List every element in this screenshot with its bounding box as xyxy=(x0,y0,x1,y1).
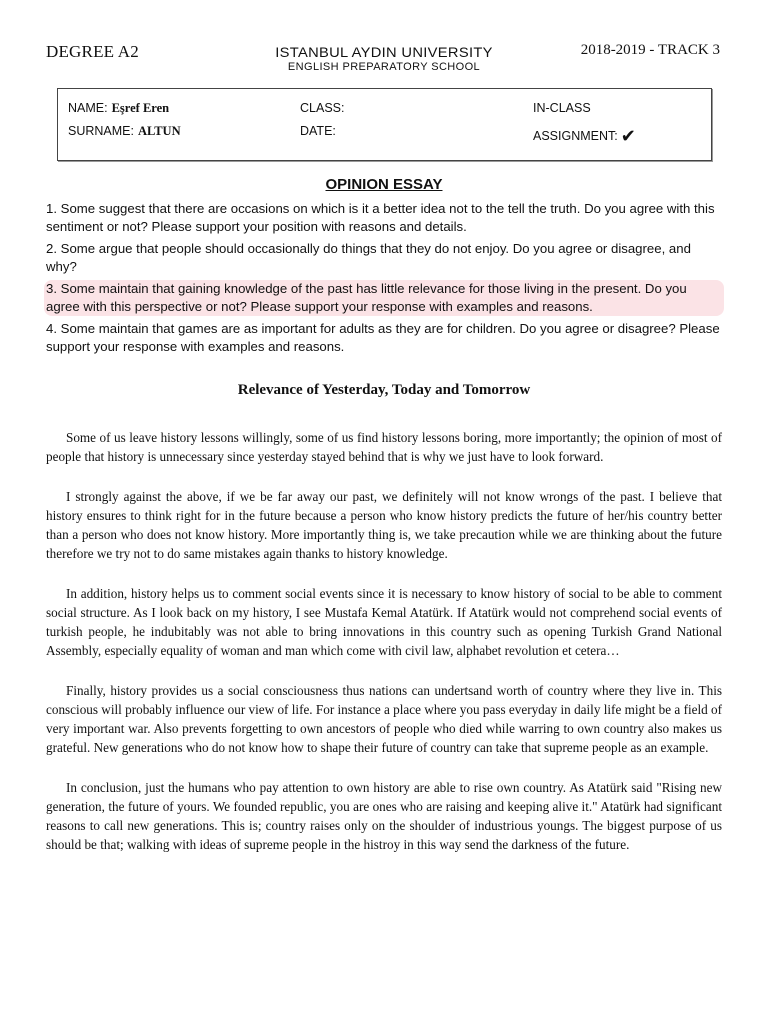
name-row xyxy=(68,101,169,116)
essay-paragraph: In addition, history helps us to comment social events since it is necessary to know history of social to be able to comment social structure. As I look back on my history, I see Mustafa Kemal Atatürk. If Atatürk would not comprehend social events of turkish people, he indubitably was not able to bring innovations in this country such as opening Turkish Grand National Assembly, especially equality of woman and man which come with civil law, alphabet revolution et cetera… xyxy=(46,586,722,658)
essay-paragraph: Some of us leave history lessons willingly, some of us find history lessons boring, more importantly; the opinion of most of people that history is unnecessary since yesterday stayed behind that is why we just have to look forward. xyxy=(46,430,722,464)
essay-paragraph: I strongly against the above, if we be far away our past, we definitely will not know wrongs of the past. I believe that history ensures to think right for in the future because a person who know history predicts the future of her/his country better than a person who does not know history. More importantly thing is, we take precaution while we are thinking about the future therefore we try not to do same mistakes again thanks to history knowledge. xyxy=(46,489,722,561)
name-value: Eşref Eren xyxy=(111,101,170,115)
school-name: ENGLISH PREPARATORY SCHOOL xyxy=(287,61,481,73)
assignment-row xyxy=(533,124,636,145)
assignment-label: ASSIGNMENT: xyxy=(533,129,618,143)
track-label: 2018-2019 - TRACK 3 xyxy=(580,42,720,58)
degree-label: DEGREE A2 xyxy=(46,42,139,61)
checkmark-icon: ✔ xyxy=(620,126,636,146)
in-class-label: IN-CLASS xyxy=(533,101,591,115)
prompt-item: 4. Some maintain that games are as important for adults as they are for children. Do you agree or disagree? Please support your response with examples and reasons. xyxy=(46,321,720,354)
surname-label: SURNAME: xyxy=(68,124,134,138)
essay-title: Relevance of Yesterday, Today and Tomorrow xyxy=(237,382,531,398)
essay-paragraph: Finally, history provides us a social consciousness thus nations can undertsand worth of country where they live in. This conscious will probably influence our view of life. For instance a place where you pass everyday in daily life might be a field of very important war. Also prevents forgetting to own ancestors of people who died while warring to own country also makes us grateful. New generations who do not know how to shape their future of country can take that supreme people as an example. xyxy=(46,683,723,755)
prompt-item: 2. Some argue that people should occasionally do things that they do not enjoy. Do you agree or disagree, and why? xyxy=(46,241,691,274)
student-info-box xyxy=(57,88,712,161)
university-name: ISTANBUL AYDIN UNIVERSITY xyxy=(275,44,493,60)
surname-row xyxy=(68,124,181,139)
prompt-item: 1. Some suggest that there are occasions on which is it a better idea not to the tell the truth. Do you agree with this sentiment or not? Please support your position with reasons and details. xyxy=(46,201,715,234)
prompt-item-highlighted: 3. Some maintain that gaining knowledge of the past has little relevance for those living in the present. Do you agree with this perspective or not? Please support your response with examples and reasons. xyxy=(44,280,724,316)
essay-type-heading: OPINION ESSAY xyxy=(325,176,443,193)
essay-paragraph: In conclusion, just the humans who pay attention to own history are able to rise own country. As Atatürk said "Rising new generation, the future of yours. We founded republic, you are ones who are raising and keeping alive it." Atatürk had significant reasons to call new generations. This is; country raises only on the shoulder of industrious youngs. The biggest purpose of us should be that; walking with ideas of supreme people in the histroy in this way send the darkness of the future. xyxy=(46,780,722,852)
date-label: DATE: xyxy=(300,124,336,138)
surname-value: ALTUN xyxy=(137,124,181,138)
class-label: CLASS: xyxy=(300,101,345,115)
document-header xyxy=(0,0,768,85)
prompt-list xyxy=(46,200,724,360)
name-label: NAME: xyxy=(68,101,108,115)
essay-body xyxy=(46,428,722,875)
